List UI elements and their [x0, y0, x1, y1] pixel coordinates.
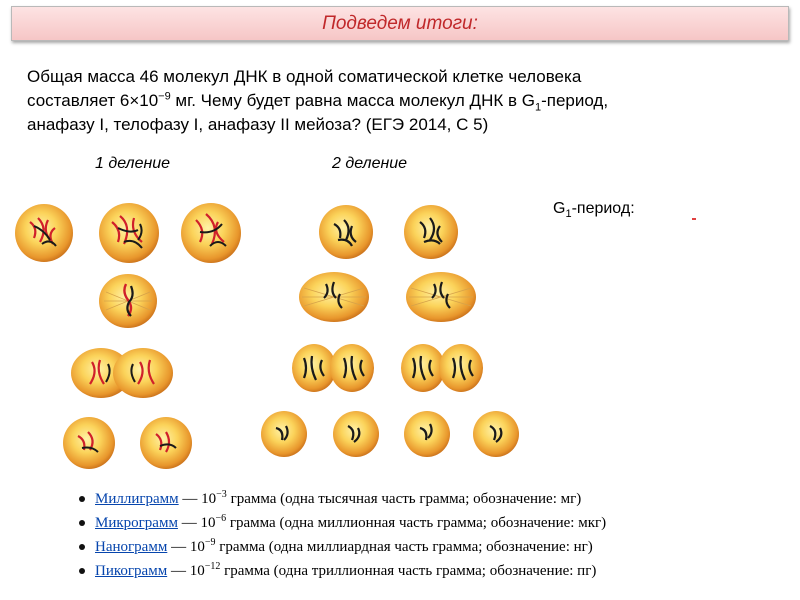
- cell-metaphase-2a: [299, 272, 369, 322]
- link-microgram[interactable]: Микрограмм: [95, 515, 178, 531]
- cell-prophase-1b: [99, 203, 159, 263]
- definition-nanogram: Нанограмм — $10^{-9}$ грамма (одна миллиардная часть грамма; обозначение: нг): [75, 535, 795, 559]
- cell-prophase-2a: [319, 205, 373, 259]
- cell-anaphase-2a: [292, 344, 374, 392]
- cell-prophase-1c: [181, 203, 241, 263]
- label-division-2: 2 деление: [332, 155, 408, 172]
- cell-metaphase-1: [99, 274, 157, 328]
- link-milligram[interactable]: Миллиграмм: [95, 491, 179, 507]
- definition-milligram: Миллиграмм — $10^{-3}$ грамма (одна тысячная часть грамма; обозначение: мг): [75, 487, 795, 511]
- cell-anaphase-2b: [401, 344, 483, 392]
- cell-gamete-1: [261, 411, 307, 457]
- cell-metaphase-2b: [406, 272, 476, 322]
- link-picogram[interactable]: Пикограмм: [95, 563, 168, 579]
- label-g1-period: $G_1$-период:: [553, 200, 635, 221]
- cell-anaphase-1: [71, 348, 173, 398]
- cell-daughter-1b: [140, 417, 192, 469]
- cell-gamete-3: [404, 411, 450, 457]
- cell-prophase-2b: [404, 205, 458, 259]
- cell-daughter-1a: [63, 417, 115, 469]
- slide-title: Подведем итоги:: [322, 12, 478, 34]
- link-nanogram[interactable]: Нанограмм: [95, 539, 168, 555]
- question-line-3: анафазу I, телофазу I, анафазу II мейоза? (ЕГЭ 2014, С 5): [27, 115, 489, 134]
- cell-prophase-1a: [15, 204, 73, 262]
- unit-definitions-list: [75, 487, 795, 583]
- question-line-2: составляет $6\times 10^{-9}$ мг. Чему будет равна масса молекул ДНК в $G_1$-период,: [27, 90, 609, 114]
- cell-gamete-4: [473, 411, 519, 457]
- question-line-1: Общая масса 46 молекул ДНК в одной соматической клетке человека: [27, 67, 582, 86]
- label-division-1: 1 деление: [95, 155, 171, 172]
- definition-picogram: Пикограмм — $10^{-12}$ грамма (одна триллионная часть грамма; обозначение: пг): [75, 559, 795, 583]
- definition-microgram: Микрограмм — $10^{-6}$ грамма (одна миллионная часть грамма; обозначение: мкг): [75, 511, 795, 535]
- cell-gamete-2: [333, 411, 379, 457]
